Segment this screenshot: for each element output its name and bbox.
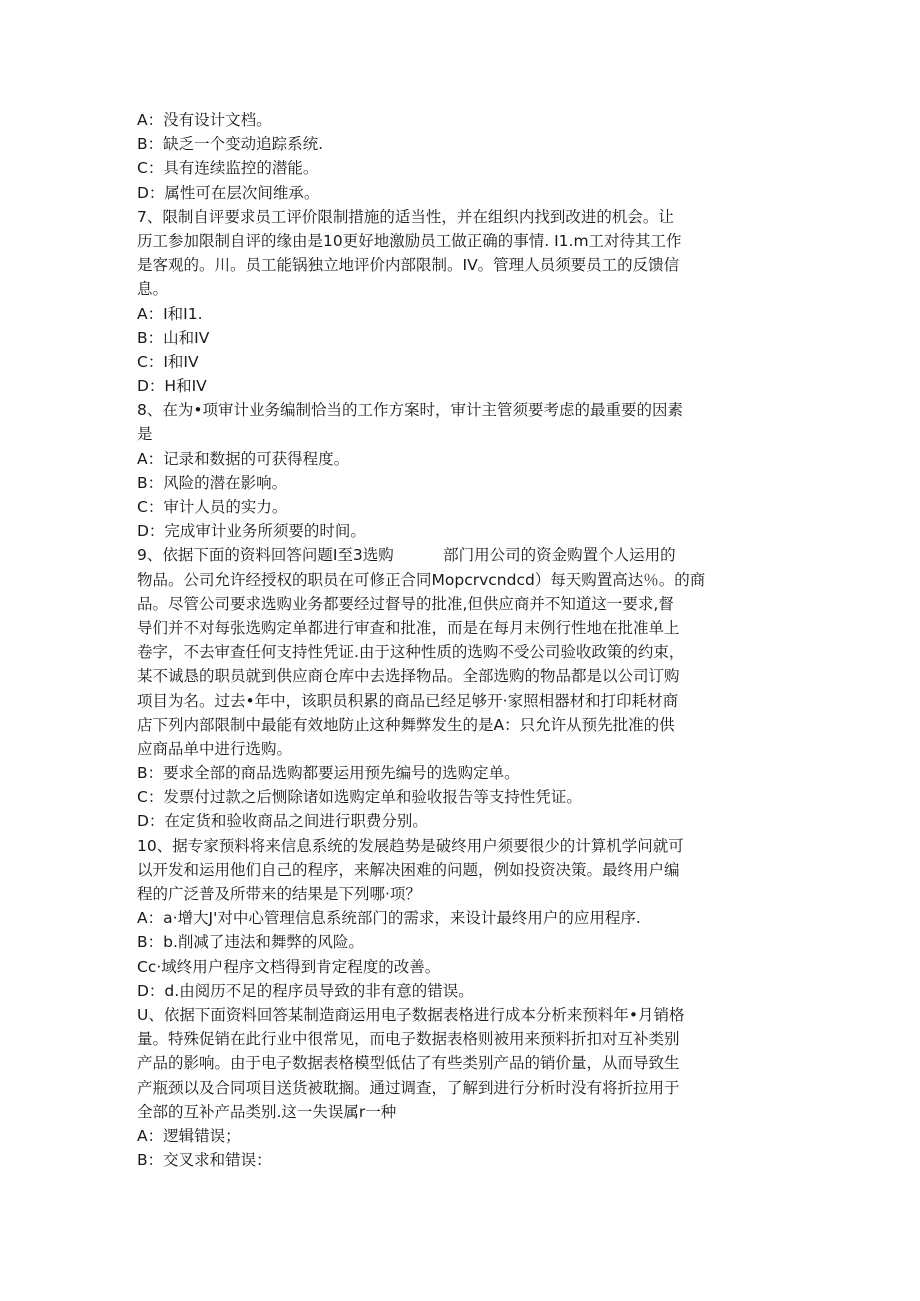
text-line: C：发票付过款之后恻除诸如选购定单和验收报告等支持性凭证。 <box>137 788 582 807</box>
text-line: D：完成审计业务所须要的时间。 <box>137 522 366 541</box>
text-line: A：I和I1. <box>137 304 203 323</box>
text-line: 10、据专家预料将来信息系统的发展趋势是破终用户须要很少的计算机学问就可 <box>137 836 684 855</box>
text-line: 全部的互补产品类别.这一失误属r一种 <box>137 1102 397 1121</box>
text-line: B：b.削减了违法和舞弊的风险。 <box>137 933 364 952</box>
text-line: 8、在为•项审计业务编制恰当的工作方案时，审计主管须要考虑的最重要的因素 <box>137 401 684 420</box>
text-line: 7、限制自评要求员工评价限制措施的适当性，并在组织内找到改进的机会。让 <box>137 207 674 226</box>
text-line: B：交叉求和错误： <box>137 1151 272 1170</box>
text-line: A：a·增大J'对中心管理信息系统部门的需求，来设计最终用户的应用程序. <box>137 909 641 928</box>
text-line: 产品的影响。由于电子数据表格模型低估了有些类别产品的销价量，从而导致生 <box>137 1054 680 1073</box>
text-line: 程的广泛普及所带来的结果是下列哪·项？ <box>137 885 421 903</box>
text-line: D：d.由阅历不足的程序员导致的非有意的错误。 <box>137 981 474 1000</box>
text-line: 息。 <box>137 280 169 299</box>
text-line: 项目为名。过去•年中，该职员积累的商品已经足够开·家照相器材和打印耗材商 <box>137 691 679 710</box>
text-line: D：在定货和验收商品之间进行职费分别。 <box>137 812 428 831</box>
text-line: 物品。公司允许经授权的职员在可修正合同Mopcrvcndcd）每天购置高达％。的商 <box>137 570 706 589</box>
text-line: Cc·域终用户程序文档得到肯定程度的改善。 <box>137 957 441 976</box>
text-line: 应商品单中进行选购。 <box>137 739 293 758</box>
text-line: 产瓶颈以及合同项目送货被耽搁。通过调查，了解到进行分析时没有将折拉用于 <box>137 1078 680 1097</box>
text-line: 是 <box>137 425 153 444</box>
text-line: C：具有连续监控的潜能。 <box>137 159 319 178</box>
text-line: 导们并不对每张选购定单都进行审查和批准，而是在每月末例行性地在批准单上 <box>137 618 680 637</box>
text-line: A：记录和数据的可获得程度。 <box>137 449 350 468</box>
document-body <box>137 108 797 1172</box>
text-line: 9、依据下面的资料回答问题I至3选购 部门用公司的资金购置个人运用的 <box>137 546 676 565</box>
text-line: 历工参加限制自评的缘由是10更好地激励员工做正确的事情. I1.m工对待其工作 <box>137 231 682 250</box>
text-line: 量。特殊促销在此行业中很常见，而电子数据表格则被用来预料折扣对互补类别 <box>137 1030 680 1049</box>
text-line: 是客观的。川。员工能锅独立地评价内部限制。IV。管理人员须要员工的反馈信 <box>137 256 680 275</box>
text-line: 品。尽管公司要求选购业务都要经过督导的批准,但供应商并不知道这一要求,督 <box>137 594 674 613</box>
text-line: 以开发和运用他们自己的程序，来解决困难的问题，例如投资决策。最终用户编 <box>137 860 680 879</box>
text-line: A：没有设计文档。 <box>137 111 272 129</box>
text-line: B：要求全部的商品选购都要运用预先编号的选购定单。 <box>137 764 520 783</box>
text-line: B：缺乏一个变动追踪系统. <box>137 135 324 154</box>
text-line: B：风险的潜在影响。 <box>137 473 288 492</box>
text-line: D：H和IV <box>137 377 207 396</box>
text-line: U、依据下面资料回答某制造商运用电子数据表格进行成本分析来预料年•月销格 <box>137 1005 685 1024</box>
text-line: D：属性可在层次间维承。 <box>137 183 320 202</box>
text-line: C：审计人员的实力。 <box>137 498 288 516</box>
text-line: 店下列内部限制中最能有效地防止这种舞弊发生的是A：只允许从预先批准的供 <box>137 715 675 734</box>
text-line: A：逻辑错误； <box>137 1126 241 1145</box>
text-line: B：山和IV <box>137 328 210 347</box>
text-line: 卷字，不去审查任何支持性凭证.由于这种性质的选购不受公司验收政策的约束， <box>137 643 685 662</box>
text-line: C：I和IV <box>137 352 199 371</box>
text-line: 某不诚恳的职员就到供应商仓库中去选择物品。全部选购的物品都是以公司订购 <box>137 667 680 686</box>
